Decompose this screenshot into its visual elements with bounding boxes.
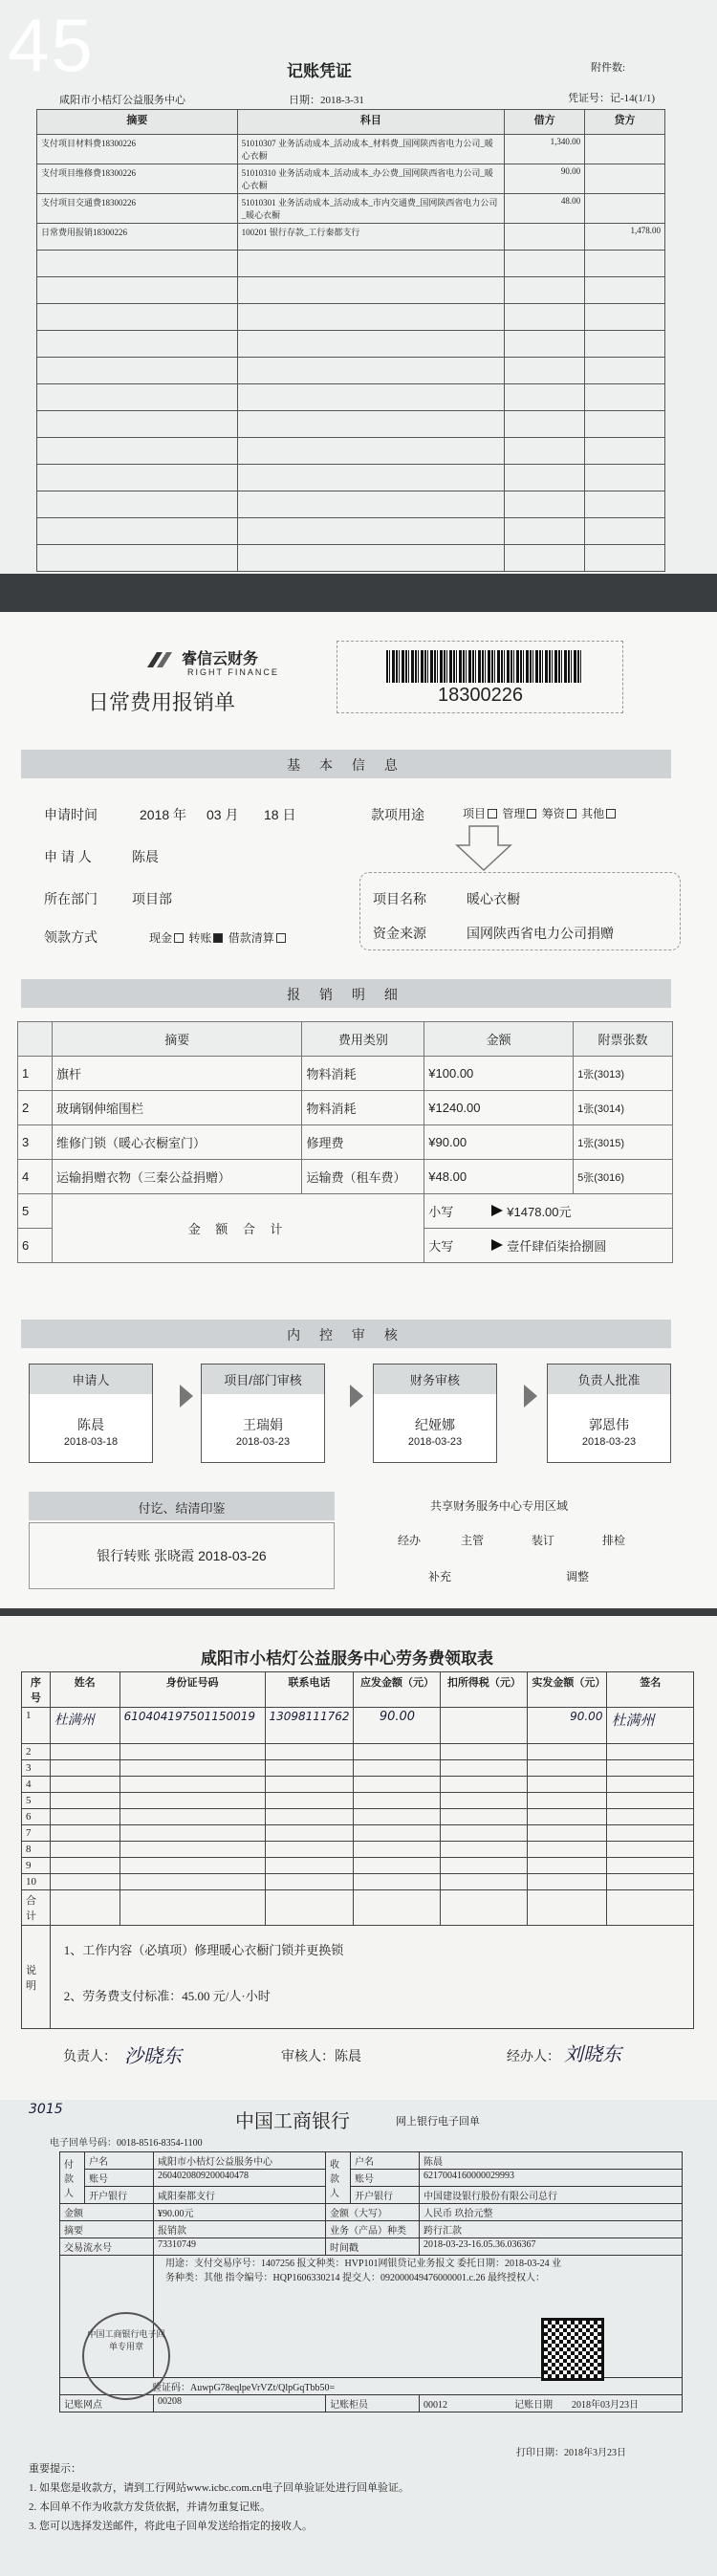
voucher-date: 日期：2018-3-31 <box>289 95 364 106</box>
labor-fee-sheet <box>0 1616 717 2104</box>
table-row <box>37 331 665 358</box>
voucher-number: 凭证号：记-14(1/1) <box>568 93 656 104</box>
receipt-remark: 用途：支付交易序号：1407256 报文种类：HVP101网银贷记业务报文 委托日期：2018-03-24 业务种类：其他 指令编号：HQP1606330214 提交人：092000049476000001.c.26 最终授权人： <box>165 2259 562 2283</box>
control-header: 内 控 审 核 <box>21 1320 671 1348</box>
checker-label: 审核人：陈晨 <box>281 2050 361 2064</box>
important-notes: 重要提示： 1. 如果您是收款方，请到工行网站www.icbc.com.cn电子回单验证处进行回单验证。 2. 本回单不作为收款方发货依据，并请勿重复记账。 3. 您可以选择发送邮件，将此电子回单发送给指定的接收人。 <box>29 2463 410 2532</box>
table-row <box>37 358 665 384</box>
table-row: 6 <box>22 1809 694 1825</box>
flow-arrow-icon <box>350 1385 363 1408</box>
pay-method-label: 领款方式 <box>44 929 98 945</box>
pay-loan-checkbox[interactable] <box>276 933 286 943</box>
basic-info-header: 基 本 信 息 <box>21 750 671 778</box>
table-row: 支付项目材料费18300226 51010307 业务活动成本_活动成本_材料费_国网陕西省电力公司_暖心衣橱 1,340.00 <box>37 135 665 164</box>
ledger-table <box>36 109 665 572</box>
table-row <box>37 518 665 545</box>
labor-title: 咸阳市小桔灯公益服务中心劳务费领取表 <box>201 1649 493 1668</box>
total-label: 金 额 合 计 <box>52 1194 424 1263</box>
col-attachments: 附票张数 <box>574 1022 673 1057</box>
col-debit: 借方 <box>505 110 585 135</box>
barcode <box>386 650 583 683</box>
detail-header: 报 销 明 细 <box>21 979 671 1008</box>
table-row: 9 <box>22 1858 694 1874</box>
shared-area-title: 共享财务服务中心专用区域 <box>430 1499 569 1513</box>
note-work-content: 1、工作内容（必填项）修理暖心衣橱门锁并更换锁 <box>63 1943 344 1957</box>
col-amount: 金额 <box>424 1022 574 1057</box>
handler-label: 经办人： <box>507 2050 560 2064</box>
applicant-value: 陈晨 <box>132 849 159 864</box>
table-row: 7 <box>22 1825 694 1842</box>
col-summary: 摘要 <box>37 110 238 135</box>
apply-year: 2018 年 <box>140 807 187 822</box>
project-label: 项目名称 <box>373 891 426 906</box>
shared-supplement: 补充 <box>428 1570 452 1583</box>
table-row: 日常费用报销18300226 100201 银行存款_工行秦都支行 1,478.00 <box>37 224 665 251</box>
purpose-project-checkbox[interactable] <box>488 809 497 819</box>
table-row <box>37 304 665 331</box>
fund-value: 国网陕西省电力公司捐赠 <box>467 926 614 941</box>
purpose-other-checkbox[interactable] <box>606 809 616 819</box>
dept-value: 项目部 <box>132 891 172 906</box>
voucher-title: 记账凭证 <box>287 62 352 80</box>
down-arrow-icon <box>455 824 512 872</box>
col-credit: 贷方 <box>585 110 665 135</box>
table-row: 1 杜满州 610404197501150019 13098111762 90.00 90.00 杜满州 <box>22 1708 694 1744</box>
table-row: 10 <box>22 1874 694 1890</box>
labor-table: 序号 姓名 身份证号码 联系电话 应发金额（元） 扣所得税（元） 实发金额（元） 签名 1 杜满州 610404197501150019 13098111762 90.00 90.00 杜满州 2 3 4 5 6 7 8 9 10 合计 说明 1、工作内容（必填项）修理暖心衣橱门锁并更换锁 2、劳务费支付标准：45.00 元/人·小时 <box>21 1671 694 2029</box>
table-row: 5 金 额 合 计 小写 ¥1478.00元 <box>18 1194 673 1229</box>
page-number: 45 <box>8 3 95 87</box>
note-pay-standard: 2、劳务费支付标准：45.00 元/人·小时 <box>63 1989 271 2003</box>
pay-options: 现金 转账 借款清算 <box>149 929 288 946</box>
table-row: 支付项目交通费18300226 51010301 业务活动成本_活动成本_市内交通费_国网陕西省电力公司_暖心衣橱 48.00 <box>37 194 665 224</box>
pay-cash-checkbox[interactable] <box>174 933 184 943</box>
table-row <box>37 465 665 491</box>
handwritten-number: 3015 <box>29 2102 63 2117</box>
col-desc: 摘要 <box>52 1022 302 1057</box>
table-row <box>37 277 665 304</box>
table-row: 6 大写 壹仟肆佰柒拾捌圆 <box>18 1229 673 1263</box>
arrow-right-icon <box>491 1205 503 1216</box>
e-receipt-number: 电子回单号码：0018-8516-8354-1100 <box>50 2138 203 2149</box>
table-row <box>37 545 665 572</box>
arrow-right-icon <box>491 1239 503 1251</box>
brand-en: RIGHT FINANCE <box>187 667 279 677</box>
purpose-label: 款项用途 <box>371 807 424 822</box>
table-row: 4 运输捐赠衣物（三秦公益捐赠） 运输费（租车费） ¥48.00 5张(3016) <box>18 1160 673 1194</box>
note-row: 说明 1、工作内容（必填项）修理暖心衣橱门锁并更换锁 2、劳务费支付标准：45.00 元/人·小时 <box>22 1926 694 2029</box>
table-row: 2 <box>22 1744 694 1760</box>
project-value: 暖心衣橱 <box>467 891 520 906</box>
ebank-label: 网上银行电子回单 <box>396 2116 480 2128</box>
flow-step-applicant: 申请人 陈晨 2018-03-18 <box>29 1364 153 1463</box>
flow-arrow-icon <box>180 1385 193 1408</box>
flow-step-approval: 负责人批准 郭恩伟 2018-03-23 <box>547 1364 671 1463</box>
table-row <box>37 384 665 411</box>
table-row: 1 旗杆 物料消耗 ¥100.00 1张(3013) <box>18 1057 673 1091</box>
shared-handler: 经办 <box>398 1534 422 1547</box>
total-small: 小写 ¥1478.00元 <box>424 1194 673 1229</box>
col-category: 费用类别 <box>302 1022 424 1057</box>
table-row: 2 玻璃钢伸缩围栏 物料消耗 ¥1240.00 1张(3014) <box>18 1091 673 1125</box>
purpose-options: 项目 管理 筹资 其他 <box>463 805 618 821</box>
responsible-signature: 沙晓东 <box>124 2044 182 2067</box>
shared-adjust: 调整 <box>566 1570 590 1583</box>
pay-seal-note: 银行转账 张晓霞 2018-03-26 <box>29 1522 335 1589</box>
pay-seal-header: 付讫、结清印鉴 <box>29 1492 335 1520</box>
col-account: 科目 <box>237 110 505 135</box>
bank-name: 中国工商银行 <box>235 2111 350 2132</box>
total-row: 合计 <box>22 1890 694 1926</box>
apply-month: 03 月 <box>206 807 239 822</box>
flow-step-finance-review: 财务审核 纪娅娜 2018-03-23 <box>373 1364 497 1463</box>
right-finance-logo-icon <box>143 646 174 675</box>
apply-time-label: 申请时间 <box>44 807 98 822</box>
brand-name: 睿信云财务 <box>182 651 259 667</box>
flow-arrow-icon <box>524 1385 537 1408</box>
pay-transfer-checkbox[interactable] <box>213 933 223 943</box>
table-row: 支付项目维修费18300226 51010310 业务活动成本_活动成本_办公费_国网陕西省电力公司_暖心衣橱 90.00 <box>37 164 665 194</box>
bank-receipt <box>0 2100 717 2576</box>
shared-binding: 装订 <box>532 1534 555 1547</box>
table-row: 3 维修门锁（暖心衣橱室门） 修理费 ¥90.00 1张(3015) <box>18 1125 673 1160</box>
flow-step-dept-review: 项目/部门审核 王瑞娟 2018-03-23 <box>201 1364 325 1463</box>
attachments-label: 附件数: <box>591 62 626 74</box>
table-row <box>37 251 665 277</box>
expense-reimbursement-form <box>0 612 717 1608</box>
handler-signature: 刘晓东 <box>564 2042 621 2065</box>
barcode-number: 18300226 <box>438 685 523 706</box>
purpose-manage-checkbox[interactable] <box>527 809 536 819</box>
shared-supervisor: 主管 <box>461 1534 485 1547</box>
table-row <box>37 491 665 518</box>
table-row: 5 <box>22 1793 694 1809</box>
apply-day: 18 日 <box>264 807 296 822</box>
purpose-fund-checkbox[interactable] <box>567 809 576 819</box>
table-row: 3 <box>22 1760 694 1777</box>
responsible-label: 负责人： <box>63 2050 117 2064</box>
verification-code: 验证码：AuwpG78eqlpeVrVZt/QlpGqTbb50= <box>60 2378 683 2395</box>
voucher-org: 咸阳市小桔灯公益服务中心 <box>59 95 185 106</box>
detail-table <box>17 1021 673 1263</box>
accounting-voucher <box>0 0 717 574</box>
table-row: 4 <box>22 1777 694 1793</box>
fund-label: 资金来源 <box>373 926 426 941</box>
table-row <box>37 411 665 438</box>
dept-label: 所在部门 <box>44 891 98 906</box>
total-big: 大写 壹仟肆佰柒拾捌圆 <box>424 1229 673 1263</box>
applicant-label: 申 请 人 <box>44 849 92 864</box>
shared-check: 排检 <box>602 1534 626 1547</box>
form-title: 日常费用报销单 <box>88 690 236 714</box>
print-date: 打印日期：2018年3月23日 <box>516 2448 626 2458</box>
table-row: 8 <box>22 1842 694 1858</box>
bank-seal-stamp: 中国工商银行电子回单专用章 <box>82 2312 170 2400</box>
receipt-table: 付款人 户名 咸阳市小桔灯公益服务中心 收款人 户名 陈晨 账号 2604020809200040478 账号 6217004160000029993 开户银行 咸阳秦都支行 开户银行 中国建设银行股份有限公司总行 金额 ¥90.00元 金额（大写） 人民币 玖拾元整 摘要 报销款 业务（产品）种类 跨行汇款 交易流水号 73310749 时间戳 2018-03-23-16.05.36.036367 用途：支付交易序号：1407256 报文种类：HVP101网银贷记业务报文 委托日期：2018-03-24 业务种类：其他 指令编号：HQP1606330214 提交人：092000049476000001.c.26 最终授权人： 验证码：AuwpG78eqlpeVrVZt/QlpGqTbb50= 记账网点 00208 记账柜员 00012 记账日期 2018年03月23日 <box>59 2151 683 2412</box>
qr-code-icon <box>541 2318 604 2381</box>
table-row <box>37 438 665 465</box>
